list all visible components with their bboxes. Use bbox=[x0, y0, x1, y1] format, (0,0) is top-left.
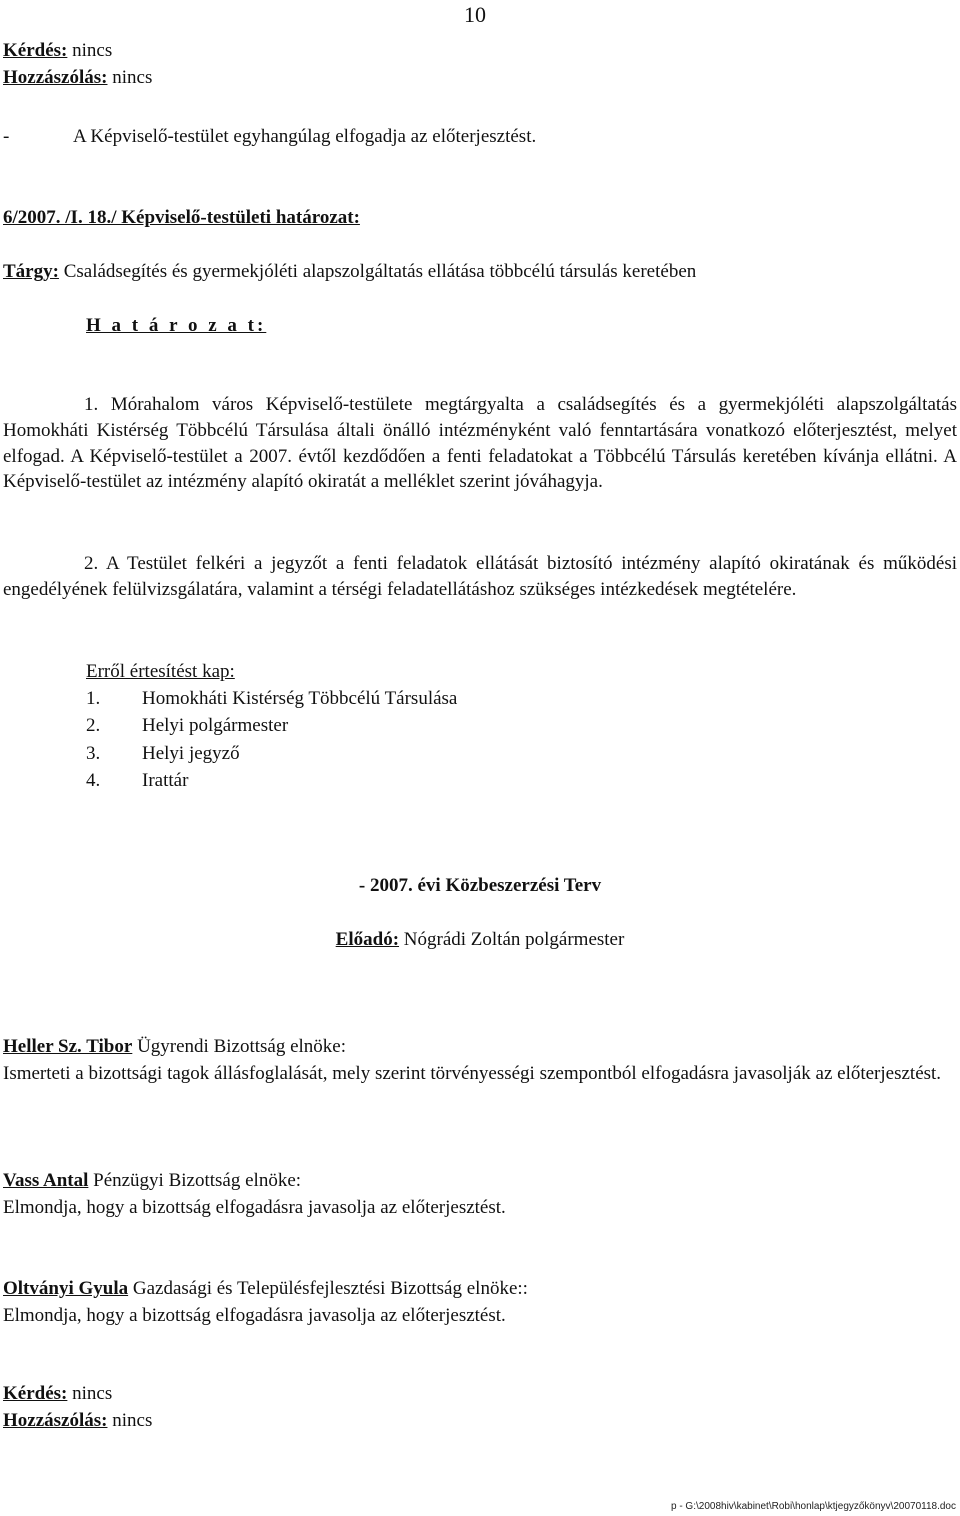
question-label: Kérdés: bbox=[3, 40, 68, 61]
resolution-paragraph-2: 2. A Testület felkéri a jegyzőt a fenti feladatok ellátását biztosító intézmény alapító okiratának és működési engedélyének felülvizsgálatára, valamint a térségi feladatellátáshoz szükséges intézkedések megtételére. bbox=[3, 553, 957, 600]
question-value: nincs bbox=[72, 1383, 113, 1404]
subject-text: Családsegítés és gyermekjóléti alapszolgáltatás ellátása többcélú társulás keretében bbox=[63, 261, 697, 282]
decision-heading: H a t á r o z a t: bbox=[86, 315, 267, 336]
speaker-heading bbox=[3, 1168, 301, 1194]
agenda-title: - 2007. évi Közbeszerzési Terv bbox=[358, 875, 602, 896]
speaker-statement: Ismerteti a bizottsági tagok állásfoglalását, mely szerint törvényességi szempontból elfogadásra javasolják az előterjesztést. bbox=[3, 1063, 942, 1084]
speaker-heading bbox=[3, 1276, 528, 1302]
speaker-name: Heller Sz. Tibor bbox=[3, 1036, 133, 1057]
presenter-name: Nógrádi Zoltán polgármester bbox=[403, 929, 625, 950]
speaker-statement: Elmondja, hogy a bizottság elfogadásra javasolja az előterjesztést. bbox=[3, 1305, 506, 1326]
comment-line bbox=[3, 1408, 152, 1434]
speaker-role: Pénzügyi Bizottság elnöke: bbox=[93, 1170, 302, 1191]
page-number: 10 bbox=[464, 2, 486, 27]
list-item: 2. Helyi polgármester bbox=[86, 715, 289, 737]
list-item: 4. Irattár bbox=[86, 769, 189, 791]
vote-dash: - bbox=[3, 126, 10, 147]
question-value: nincs bbox=[72, 40, 113, 61]
comment-value: nincs bbox=[112, 1410, 153, 1431]
comment-line bbox=[3, 65, 152, 91]
speaker-name: Vass Antal bbox=[3, 1170, 89, 1191]
file-path-footer: p - G:\2008hiv\kabinet\Robi\honlap\ktjegyzőkönyv\20070118.doc bbox=[670, 1501, 956, 1512]
speaker-role: Ügyrendi Bizottság elnöke: bbox=[137, 1036, 347, 1057]
notify-list bbox=[86, 686, 457, 795]
comment-label: Hozzászólás: bbox=[3, 1410, 108, 1431]
question-line bbox=[3, 38, 112, 64]
vote-text: A Képviselő-testület egyhangúlag elfogadja az előterjesztést. bbox=[73, 126, 537, 147]
resolution-number: 6/2007. /I. 18./ Képviselő-testületi határozat: bbox=[3, 207, 360, 228]
subject-line bbox=[3, 259, 696, 285]
notify-label: Erről értesítést kap: bbox=[86, 661, 235, 682]
presenter-line bbox=[0, 927, 960, 953]
subject-label: Tárgy: bbox=[3, 261, 59, 282]
speaker-name: Oltványi Gyula bbox=[3, 1278, 129, 1299]
speaker-role: Gazdasági és Településfejlesztési Bizottság elnöke:: bbox=[132, 1278, 528, 1299]
list-item: 3. Helyi jegyző bbox=[86, 742, 240, 764]
comment-label: Hozzászólás: bbox=[3, 67, 108, 88]
question-line bbox=[3, 1381, 112, 1407]
list-item: 1. Homokháti Kistérség Többcélú Társulása bbox=[86, 688, 458, 709]
speaker-heading bbox=[3, 1034, 346, 1060]
question-label: Kérdés: bbox=[3, 1383, 68, 1404]
presenter-label: Előadó: bbox=[335, 929, 400, 950]
resolution-paragraph-1: 1. Mórahalom város Képviselő-testülete megtárgyalta a családsegítés és a gyermekjóléti alapszolgáltatás Homokháti Kistérség Többcélú Társulása általi önálló intézményként való fenntartására vonatkozó előterjesztést, melyet elfogad. A Képviselő-testület a 2007. évtől kezdődően a fenti feladatokat a Többcélú Társulás keretében kívánja ellátni. A Képviselő-testület az intézmény alapító okiratát a melléklet szerint jóváhagyja. bbox=[3, 394, 957, 493]
speaker-statement: Elmondja, hogy a bizottság elfogadásra javasolja az előterjesztést. bbox=[3, 1197, 506, 1218]
comment-value: nincs bbox=[112, 67, 153, 88]
